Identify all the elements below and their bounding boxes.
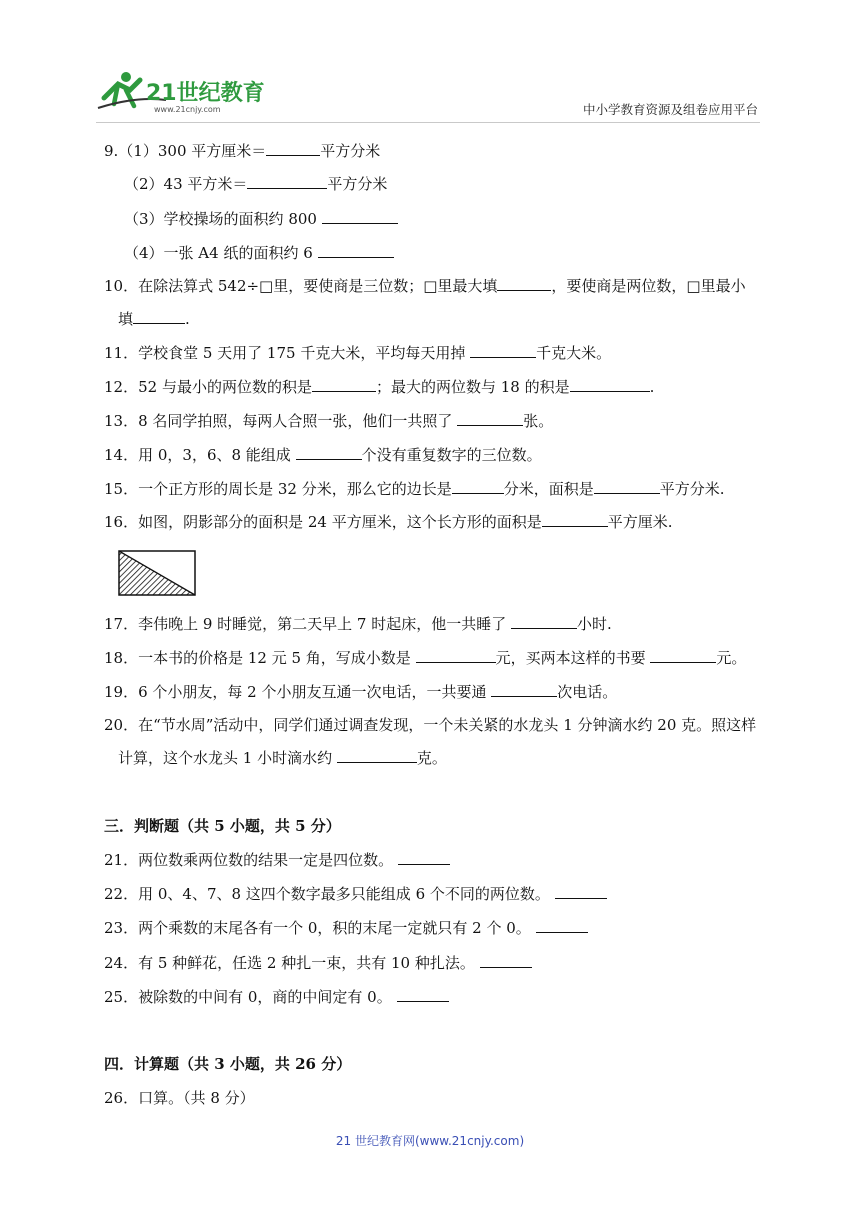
q9-part4: （4）一张 A4 纸的面积约 6 — [124, 243, 394, 263]
q9-part2: （2）43 平方米＝ 平方分米 — [124, 175, 388, 193]
answer-blank[interactable] — [491, 682, 557, 697]
answer-blank[interactable] — [480, 953, 532, 968]
q9-part1: 9.（1）300 平方厘米＝ 平方分米 — [104, 142, 381, 160]
q21: 21．两位数乘两位数的结果一定是四位数。 — [104, 850, 450, 870]
answer-blank[interactable] — [555, 884, 607, 899]
q11: 11．学校食堂 5 天用了 175 千克大米，平均每天用掉 千克大米。 — [104, 344, 612, 362]
q26: 26．口算。（共 8 分） — [104, 1089, 255, 1107]
q14: 14．用 0，3，6、8 能组成 个没有重复数字的三位数。 — [104, 446, 542, 464]
header-divider — [96, 122, 760, 123]
answer-blank[interactable] — [457, 411, 523, 426]
answer-blank[interactable] — [397, 987, 449, 1002]
answer-blank[interactable] — [266, 141, 320, 156]
q20-line2: 计算，这个水龙头 1 小时滴水约 克。 — [118, 749, 447, 767]
answer-blank[interactable] — [470, 343, 536, 358]
q13: 13．8 名同学拍照，每两人合照一张，他们一共照了 张。 — [104, 412, 554, 430]
section-heading: 四．计算题（共 3 小题，共 26 分） — [104, 1055, 352, 1073]
answer-blank[interactable] — [416, 648, 496, 663]
q19: 19．6 个小朋友，每 2 个小朋友互通一次电话，一共要通 次电话。 — [104, 683, 618, 701]
answer-blank[interactable] — [133, 309, 185, 324]
section-heading: 三．判断题（共 5 小题，共 5 分） — [104, 817, 341, 835]
answer-blank[interactable] — [247, 174, 327, 189]
q10-line1: 10．在除法算式 542÷□里，要使商是三位数；□里最大填 ，要使商是两位数，□里最小 — [104, 277, 746, 295]
shaded-rectangle-figure — [118, 550, 196, 596]
answer-blank[interactable] — [594, 479, 660, 494]
answer-blank[interactable] — [650, 648, 716, 663]
answer-blank[interactable] — [497, 276, 551, 291]
platform-name: 中小学教育资源及组卷应用平台 — [582, 102, 758, 117]
answer-blank[interactable] — [570, 377, 650, 392]
q18: 18．一本书的价格是 12 元 5 角，写成小数是 元，买两本这样的书要 元。 — [104, 649, 747, 667]
answer-blank[interactable] — [542, 512, 608, 527]
svg-text:21世纪教育: 21世纪教育 — [146, 81, 265, 106]
q10-line2: 填 . — [118, 310, 190, 328]
page-footer: 21 世纪教育网(www.21cnjy.com) — [335, 1134, 525, 1148]
q25: 25．被除数的中间有 0，商的中间定有 0。 — [104, 987, 449, 1007]
answer-blank[interactable] — [322, 209, 398, 224]
logo-icon — [96, 68, 276, 116]
q16: 16．如图，阴影部分的面积是 24 平方厘米，这个长方形的面积是 平方厘米. — [104, 513, 673, 531]
answer-blank[interactable] — [536, 918, 588, 933]
answer-blank[interactable] — [318, 243, 394, 258]
q12: 12．52 与最小的两位数的积是 ；最大的两位数与 18 的积是 . — [104, 378, 655, 396]
q17: 17．李伟晚上 9 时睡觉，第二天早上 7 时起床，他一共睡了 小时. — [104, 615, 612, 633]
q9-part3: （3）学校操场的面积约 800 — [124, 209, 398, 229]
page-header — [0, 0, 860, 120]
q22: 22．用 0、4、7、8 这四个数字最多只能组成 6 个不同的两位数。 — [104, 884, 607, 904]
answer-blank[interactable] — [296, 445, 362, 460]
answer-blank[interactable] — [398, 850, 450, 865]
q20-line1: 20．在“节水周”活动中，同学们通过调查发现，一个未关紧的水龙头 1 分钟滴水约 20 克。照这样 — [104, 716, 757, 734]
q15: 15．一个正方形的周长是 32 分米，那么它的边长是 分米，面积是 平方分米. — [104, 480, 725, 498]
answer-blank[interactable] — [312, 377, 376, 392]
answer-blank[interactable] — [337, 748, 417, 763]
answer-blank[interactable] — [511, 614, 577, 629]
q23: 23．两个乘数的末尾各有一个 0，积的末尾一定就只有 2 个 0。 — [104, 918, 588, 938]
q24: 24．有 5 种鲜花，任选 2 种扎一束，共有 10 种扎法。 — [104, 953, 532, 973]
svg-text:www.21cnjy.com: www.21cnjy.com — [154, 105, 221, 114]
answer-blank[interactable] — [452, 479, 504, 494]
